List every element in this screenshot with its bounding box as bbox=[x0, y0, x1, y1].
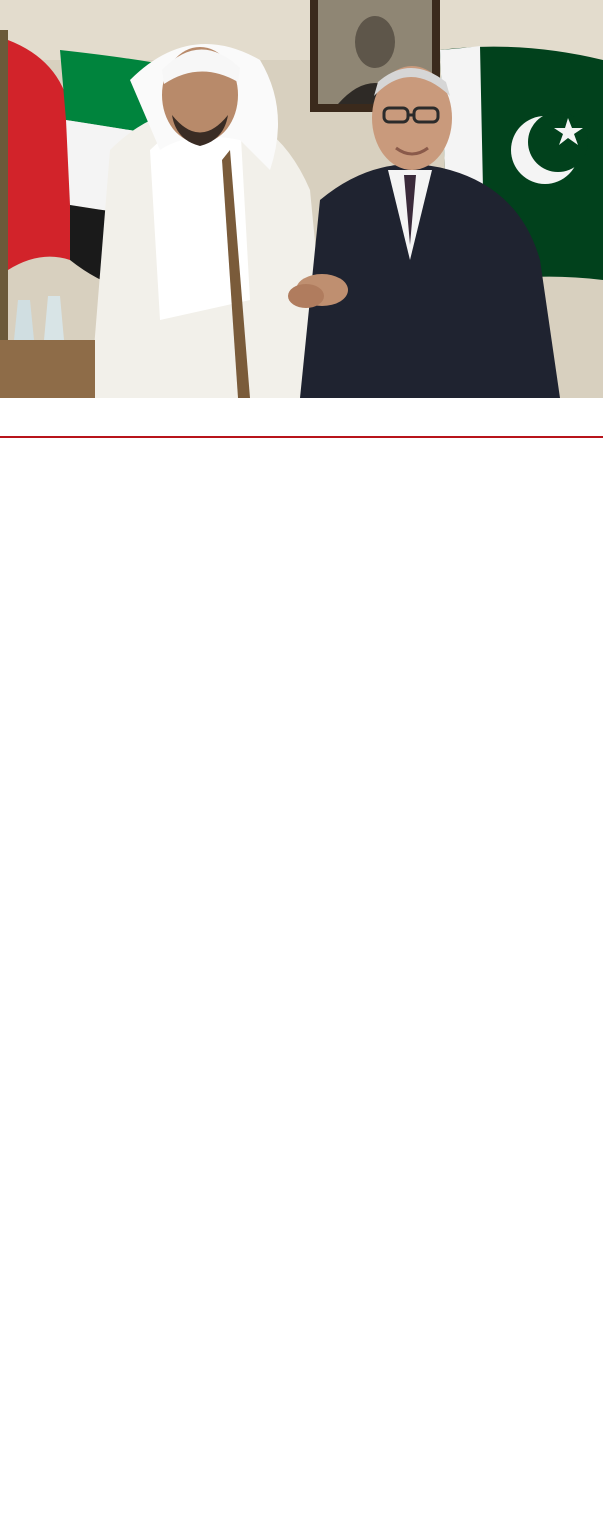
news-photo bbox=[0, 0, 603, 398]
article-body bbox=[6, 446, 597, 1520]
handshake-photo bbox=[0, 0, 603, 398]
headline-bar bbox=[0, 398, 603, 438]
